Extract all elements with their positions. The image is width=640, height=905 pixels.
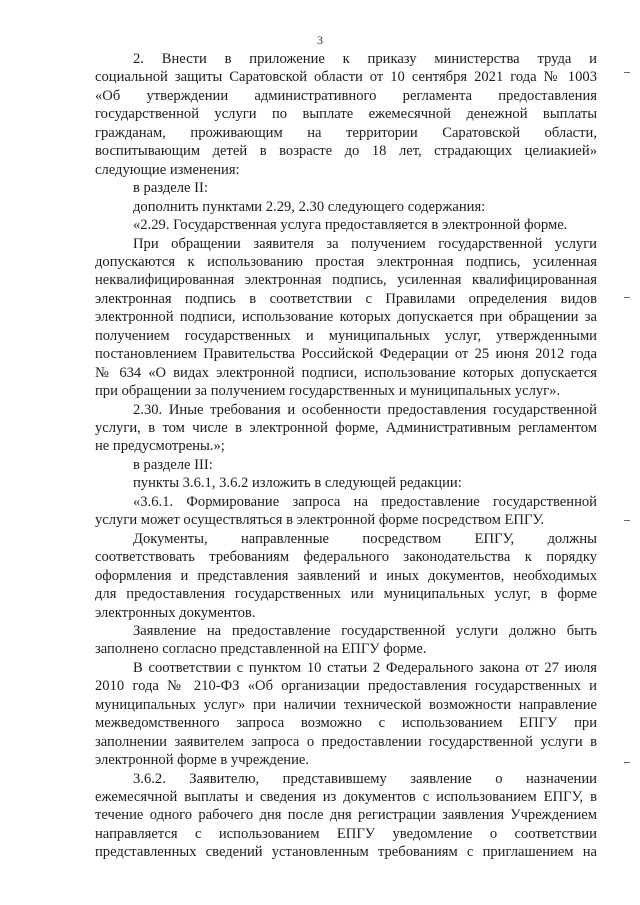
text-line: электронной подписи, использование которых допускается при обращении за — [95, 309, 597, 326]
text-line: межведомственного запроса возможно с использованием ЕПГУ при — [95, 715, 597, 732]
text-line: муниципальных услуг» при наличии технической возможности направление — [95, 696, 597, 713]
text-line: социальной защиты Саратовской области от 10 сентября 2021 года № 1003 — [95, 69, 597, 86]
text-line: государственной услуги по выплате ежемесячной денежной выплаты — [95, 106, 597, 123]
text-line: 3.6.2. Заявителю, представившему заявление о назначении — [133, 770, 597, 787]
text-line: следующие изменения: — [95, 161, 240, 178]
text-line: 2. Внести в приложение к приказу министерства труда и — [133, 51, 597, 67]
text-line: пункты 3.6.1, 3.6.2 изложить в следующей редакции: — [133, 475, 462, 492]
text-line: 2.30. Иные требования и особенности предоставления государственной — [133, 401, 597, 418]
text-line: течение одного рабочего дня после дня регистрации заявления Учреждением — [95, 807, 597, 824]
text-line: электронная подпись в соответствии с Правилами определения видов — [95, 290, 597, 307]
page-number: 3 — [317, 33, 323, 47]
text-line: не предусмотрены.»; — [95, 438, 225, 455]
text-line: услуги может осуществляться в электронной форме посредством ЕПГУ. — [95, 512, 545, 529]
text-line: № 634 «О видах электронной подписи, использование которых допускается — [95, 364, 597, 381]
text-line: допускаются к использованию простая электронная подпись, усиленная — [95, 253, 597, 270]
text-line: постановлением Правительства Российской Федерации от 25 июня 2012 года — [95, 346, 597, 363]
text-line: в разделе II: — [133, 180, 208, 197]
text-line: направляется с использованием ЕПГУ уведомление о соответствии — [95, 825, 597, 842]
text-line: при обращении за получением государственных и муниципальных услуг». — [95, 383, 561, 400]
text-line: Документы, направленные посредством ЕПГУ, должны — [133, 530, 597, 547]
text-line: электронной форме в учреждение. — [95, 752, 310, 769]
text-line: представленных сведений установленным требованиям с приглашением на — [95, 844, 597, 861]
text-line: оформления и представления заявлений и иных документов, необходимых — [95, 567, 597, 584]
text-line: соответствовать требованиям федерального законодательства к порядку — [95, 549, 597, 566]
text-line: Заявление на предоставление государственной услуги должно быть — [133, 622, 597, 639]
scan-mark — [624, 762, 630, 763]
text-line: «3.6.1. Формирование запроса на предоставление государственной — [133, 493, 597, 510]
text-line: «2.29. Государственная услуга предоставляется в электронной форме. — [133, 217, 568, 234]
text-line: услуги, в том числе в электронной форме, Административным регламентом — [95, 420, 597, 436]
text-line: 2010 года № 210-ФЗ «Об организации предоставления государственных и — [95, 678, 597, 695]
text-line: заполнено согласно представленной на ЕПГУ форме. — [95, 641, 427, 658]
text-line: При обращении заявителя за получением государственной услуги — [133, 235, 597, 252]
text-line: гражданам, проживающим на территории Саратовской области, — [95, 124, 597, 141]
text-line: электронных документов. — [95, 604, 256, 621]
text-line: дополнить пунктами 2.29, 2.30 следующего содержания: — [133, 198, 486, 215]
text-line: в разделе III: — [133, 456, 213, 473]
text-line: получением государственных и муниципальных услуг, утвержденными — [95, 327, 597, 344]
text-line: воспитывающим детей в возрасте до 18 лет, страдающих целиакией» — [95, 143, 597, 160]
text-line: заполнении заявителем запроса о предоставлении государственной услуги в — [95, 733, 597, 750]
text-line: В соответствии с пунктом 10 статьи 2 Федерального закона от 27 июля — [133, 659, 597, 676]
text-line: для предоставления государственных или муниципальных услуг, в форме — [95, 586, 597, 603]
text-line: «Об утверждении административного регламента предоставления — [95, 87, 597, 104]
scan-mark — [624, 72, 630, 73]
scan-mark — [624, 520, 630, 521]
text-line: неквалифицированная электронная подпись, усиленная квалифицированная — [95, 272, 597, 289]
text-line: ежемесячной выплаты и сведения из документов с использованием ЕПГУ, в — [95, 789, 597, 805]
scan-mark — [624, 297, 630, 298]
